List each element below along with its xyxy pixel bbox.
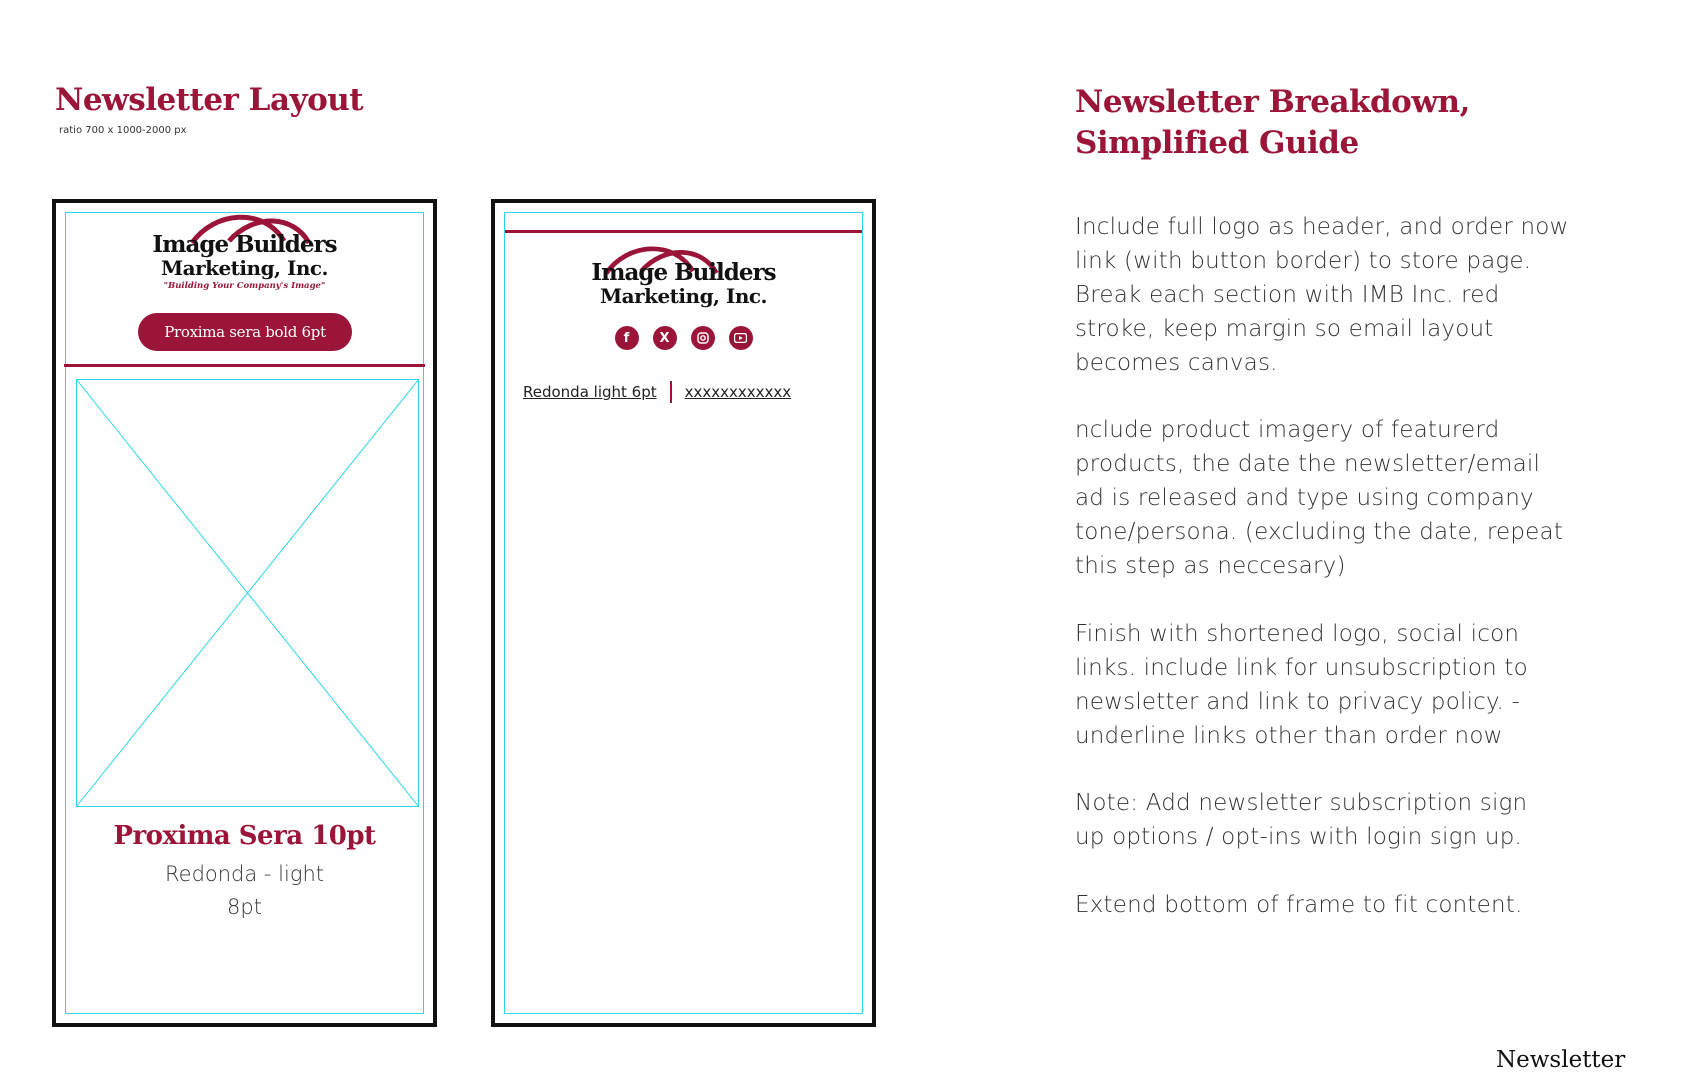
guide-line: ad is released and type using company (1075, 485, 1534, 511)
layout-ratio-note: ratio 700 x 1000-2000 px (59, 125, 187, 136)
guide-paragraph (1075, 413, 1595, 583)
guide-title (1075, 82, 1470, 164)
guide-line: nclude product imagery of featurerd (1075, 417, 1500, 443)
newsletter-header-frame (52, 199, 437, 1027)
newsletter-footer-frame (491, 199, 876, 1027)
guide-line: Extend bottom of frame to fit content. (1075, 892, 1523, 918)
logo-subname: Marketing, Inc. (160, 256, 329, 280)
body-copy-line: Redonda - light (165, 862, 324, 886)
full-logo (56, 211, 433, 291)
guide-line: products, the date the newsletter/email (1075, 451, 1541, 477)
facebook-icon[interactable]: f (615, 326, 639, 350)
order-now-button[interactable]: Proxima sera bold 6pt (138, 313, 352, 351)
guide-title-line: Simplified Guide (1075, 125, 1359, 161)
guide-title-line: Newsletter Breakdown, (1075, 84, 1470, 120)
guide-paragraph (1075, 786, 1595, 854)
x-icon[interactable]: X (653, 326, 677, 350)
layout-title: Newsletter Layout (55, 82, 364, 118)
guide-line: Finish with shortened logo, social icon (1075, 621, 1520, 647)
logo-tagline: "Building Your Company's Image" (163, 281, 326, 291)
guide-line: up options / opt-ins with login sign up. (1075, 824, 1523, 850)
guide-paragraph (1075, 888, 1595, 922)
logo-subname: Marketing, Inc. (599, 284, 768, 308)
guide-line: tone/persona. (excluding the date, repeat (1075, 519, 1564, 545)
guide-line: link (with button border) to store page. (1075, 248, 1532, 274)
guide-line: stroke, keep margin so email layout (1075, 316, 1494, 342)
youtube-glyph-icon (734, 333, 747, 343)
guide-line: Note: Add newsletter subscription sign (1075, 790, 1528, 816)
section-headline: Proxima Sera 10pt (113, 821, 376, 851)
guide-line: links. include link for unsubscription to (1075, 655, 1528, 681)
privacy-policy-link[interactable]: xxxxxxxxxxxx (684, 383, 792, 401)
guide-line: Include full logo as header, and order now (1075, 214, 1569, 240)
short-logo (495, 247, 872, 307)
footer-links (523, 381, 791, 403)
social-icons (495, 326, 872, 350)
link-divider (670, 381, 672, 403)
guide-line: becomes canvas. (1075, 350, 1278, 376)
guide-paragraph (1075, 210, 1595, 380)
instagram-icon[interactable] (691, 326, 715, 350)
body-copy-line: 8pt (227, 895, 262, 919)
logo-name: Image Builders (152, 231, 337, 258)
youtube-icon[interactable] (729, 326, 753, 350)
logo-name: Image Builders (591, 259, 776, 286)
product-image-placeholder (76, 379, 419, 807)
instagram-glyph-icon (697, 332, 709, 344)
page-label: Newsletter (1496, 1047, 1626, 1073)
guide-line: newsletter and link to privacy policy. - (1075, 689, 1521, 715)
guide-line: this step as neccesary) (1075, 553, 1346, 579)
guide-line: Break each section with IMB Inc. red (1075, 282, 1500, 308)
unsubscribe-link[interactable]: Redonda light 6pt (523, 383, 657, 401)
section-divider (64, 364, 425, 367)
guide-paragraph (1075, 617, 1595, 753)
guide-line: underline links other than order now (1075, 723, 1503, 749)
section-divider (505, 230, 862, 233)
